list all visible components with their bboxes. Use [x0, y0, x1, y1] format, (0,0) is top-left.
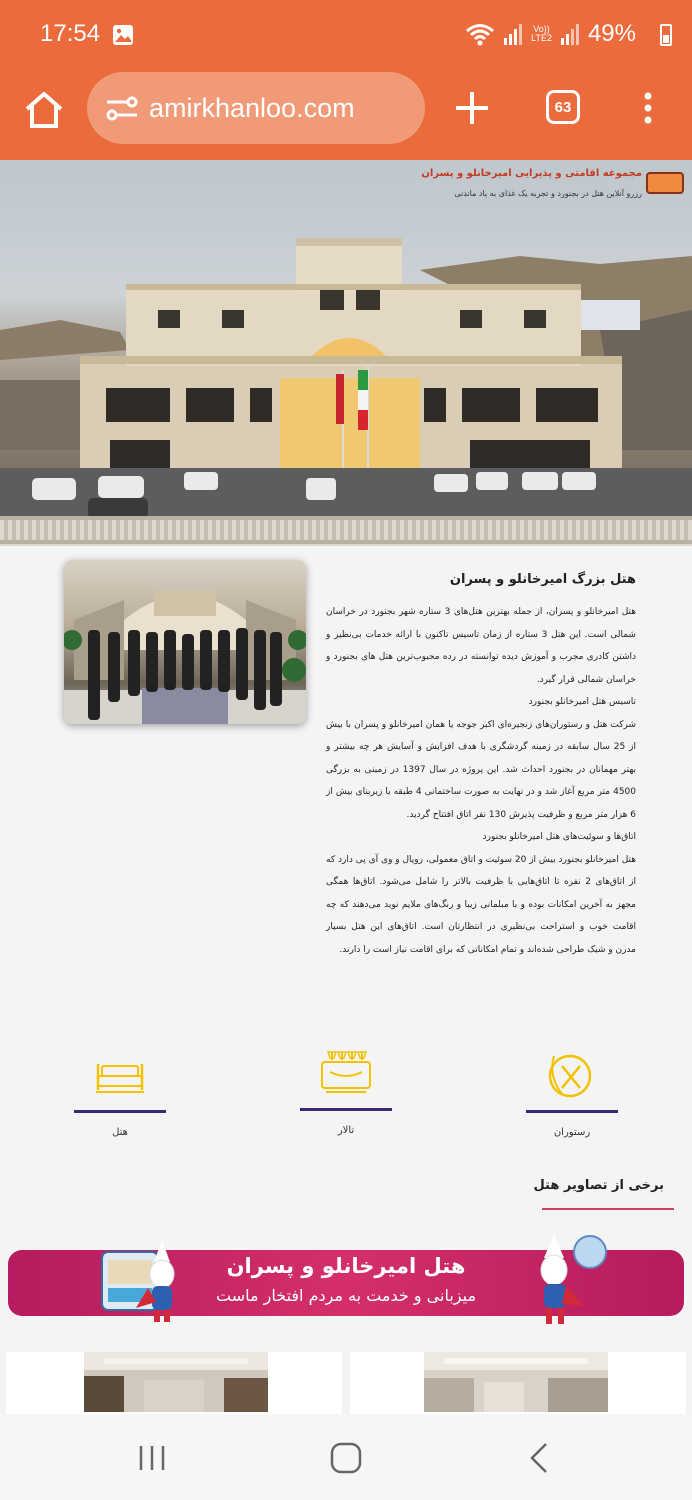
service-underline [74, 1110, 166, 1113]
back-icon[interactable] [520, 1438, 560, 1478]
service-underline [526, 1110, 618, 1113]
bed-icon [92, 1050, 148, 1100]
service-hall-label: تالار [337, 1125, 355, 1136]
hero-banner [0, 160, 692, 546]
service-hotel-label: هتل [112, 1127, 128, 1138]
url-text: amirkhanloo.com [149, 92, 355, 123]
wifi-icon [465, 22, 495, 46]
gallery-title-underline [542, 1208, 674, 1210]
service-restaurant-label: رستوران [553, 1127, 591, 1138]
about-section [326, 572, 636, 961]
service-hall[interactable] [298, 1048, 394, 1136]
promo-banner [8, 1250, 684, 1316]
about-heading-2: تاسیس هتل امیرخانلو بجنورد [528, 697, 636, 707]
signal-2-icon [560, 22, 580, 46]
gallery-image-1[interactable] [84, 1352, 268, 1412]
mascot-left-icon [96, 1236, 206, 1326]
lte-top-label: Vo)) [533, 24, 550, 34]
new-tab-icon[interactable] [452, 88, 492, 128]
battery-percent: 49% [587, 20, 636, 47]
battery-icon [660, 24, 672, 46]
system-nav-bar [0, 1414, 692, 1500]
about-heading-3: اتاق‌ها و سوئیت‌های هتل امیرخانلو بجنورد [482, 832, 636, 842]
status-bar [0, 0, 692, 70]
mascot-right-icon [532, 1230, 612, 1330]
brand-logo[interactable] [646, 172, 684, 194]
hotel-building-image [0, 160, 692, 546]
address-bar[interactable] [87, 72, 425, 144]
hero-title: مجموعه اقامتی و پذیرایی امیرخانلو و پسران [421, 168, 642, 179]
home-nav-icon[interactable] [326, 1438, 366, 1478]
tab-switcher-button[interactable]: 63 [546, 90, 580, 124]
banquet-hall-icon [318, 1048, 374, 1098]
about-paragraph-1: هتل امیرخانلو و پسران، از جمله بهترین هتل‌های 3 ستاره شهر بجنورد در خراسان شمالی است. این هتل 3 ستاره از زمان تاسیس تاکنون با ارائه خدمات بی‌نظیر و داشتن کادری مجرب و آموزش دیده توانسته در رده محبوب‌ترین هتل های بجنورد و خراسان شمالی قرار گیرد. [326, 607, 636, 685]
banner-slogan: میزبانی و خدمت به مردم افتخار ماست [215, 1286, 477, 1305]
lte-indicator [531, 25, 552, 43]
service-restaurant[interactable] [524, 1050, 620, 1138]
about-paragraph-3: هتل امیرخانلو بجنورد بیش از 20 سوئیت و اتاق معمولی، رویال و وی آی پی دارد که از اتاق‌های 2 نفره تا اتاق‌هایی با ظرفیت بالاتر را شامل می‌شود. اتاق‌ها همگی مجهز به آخرین امکانات بوده و با مبلمانی زیبا و رنگ‌های ملایم نوید می‌دهند که چه اقامت خوب و استراحت بی‌نظیری در انتظارتان است. اتاق‌های این هتل بسیار مدرن و شیک طراحی شده‌اند و تمام امکاناتی که برای اقامت نیاز است را دارند. [326, 854, 636, 955]
signal-icon [503, 22, 523, 46]
home-icon[interactable] [22, 88, 66, 132]
lte-bottom-label: LTE2 [531, 33, 552, 43]
about-paragraph-2: شرکت هتل و رستوران‌های زنجیره‌ای اکبر جوجه یا همان امیرخانلو و پسران با بیش از 25 سال سابقه در زمینه گردشگری با هدف افزایش و آسایش هر چه بیشتر و بهتر مهمانان در بجنورد احداث شد. این پروژه در سال 1397 در زمینی به بزرگی 4500 متر مربع آغاز شد و در نهایت به صورت ساختمانی 4 طبقه با زیربنای بیش از 6 هزار متر مربع و ظرفیت پذیرش 130 نفر اتاق افتتاح گردید. [326, 719, 636, 820]
gallery-title: برخی از تصاویر هتل [533, 1178, 664, 1193]
service-hotel[interactable] [72, 1050, 168, 1138]
status-time: 17:54 [40, 20, 101, 47]
banner-title: هتل امیرخانلو و پسران [226, 1254, 466, 1278]
site-settings-icon[interactable] [105, 93, 139, 123]
browser-toolbar [0, 70, 692, 160]
hero-text [421, 168, 642, 198]
service-underline [300, 1108, 392, 1111]
staff-group-photo [64, 560, 306, 724]
hero-subtitle: رزرو آنلاین هتل در بجنورد و تجربه یک غذای به یاد ماندنی [454, 189, 642, 198]
more-options-icon[interactable] [638, 88, 658, 128]
gallery-image-2[interactable] [424, 1352, 608, 1412]
gallery-notification-icon [112, 24, 134, 46]
restaurant-icon [544, 1050, 600, 1100]
status-indicators [465, 20, 636, 48]
about-title: هتل بزرگ امیرخانلو و پسران [449, 572, 636, 587]
recent-apps-icon[interactable] [132, 1438, 172, 1478]
